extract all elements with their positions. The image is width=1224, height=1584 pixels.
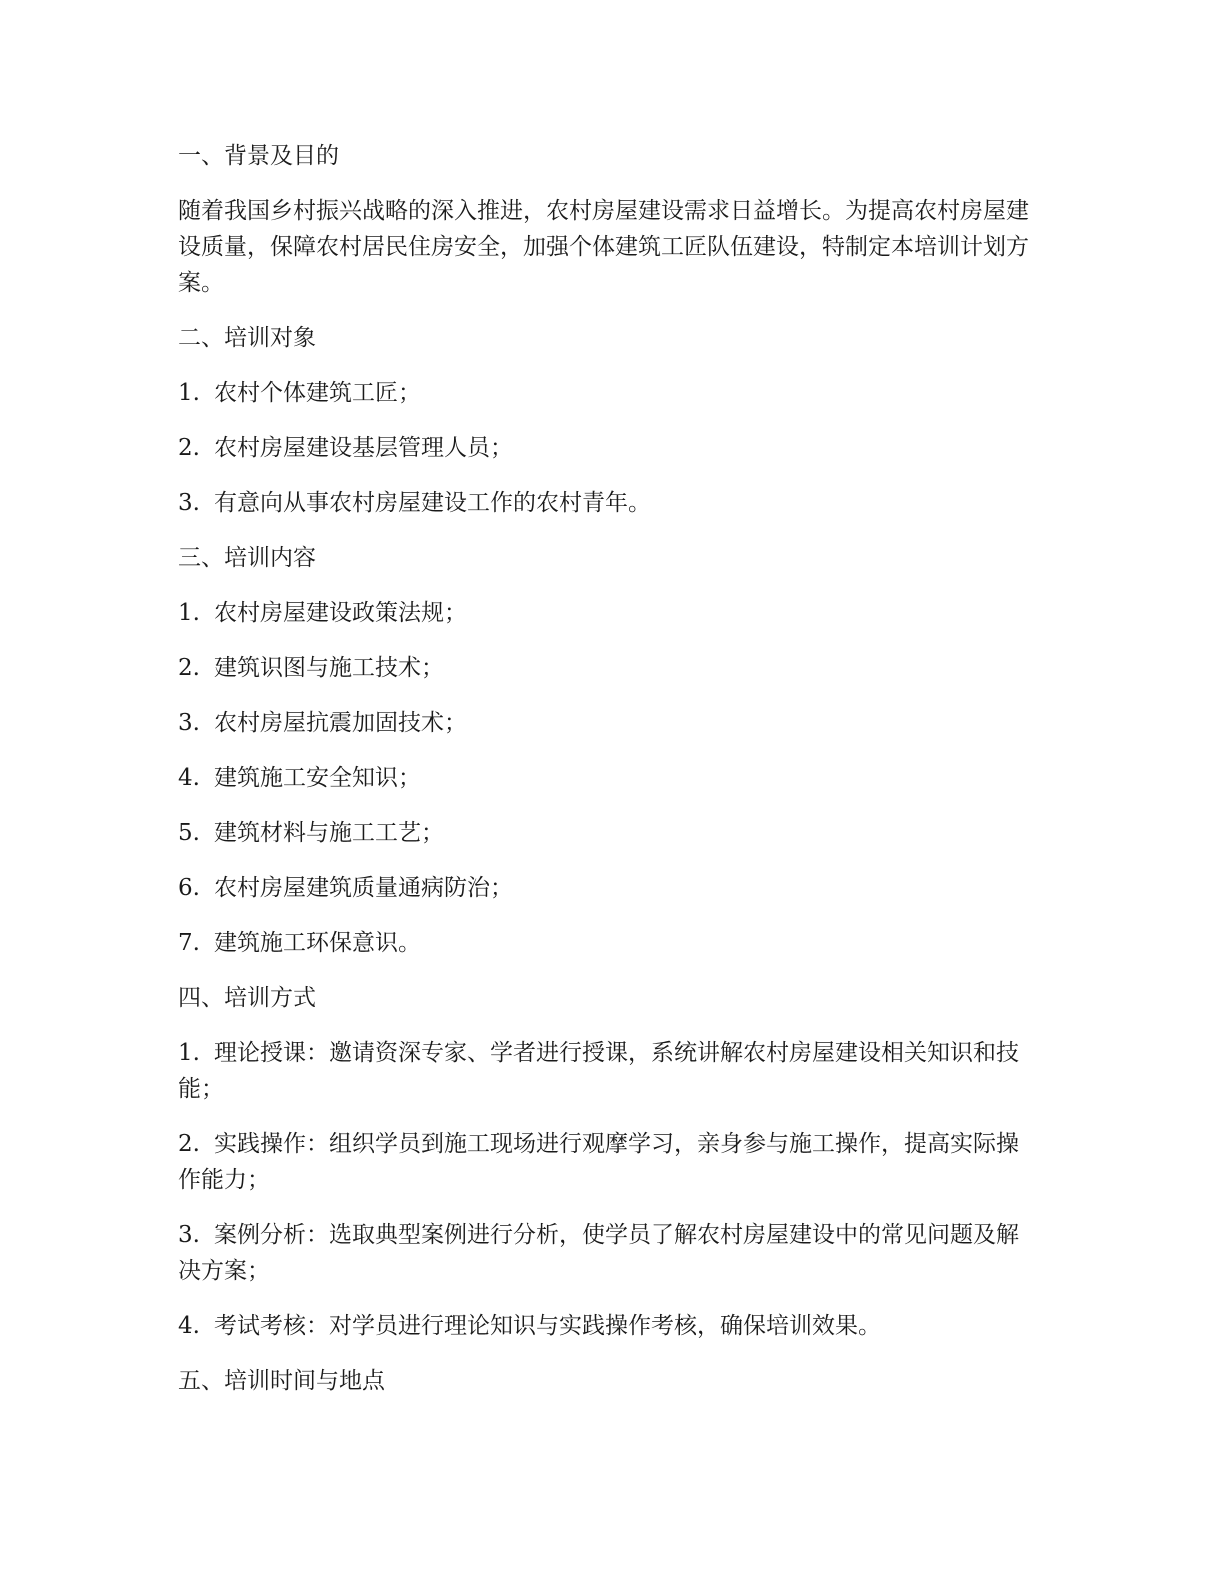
background-paragraph: 随着我国乡村振兴战略的深入推进，农村房屋建设需求日益增长。为提高农村房屋建设质量，保障农村居民住房安全，加强个体建筑工匠队伍建设，特制定本培训计划方案。 (178, 198, 1029, 296)
list-item: 1. 理论授课：邀请资深专家、学者进行授课，系统讲解农村房屋建设相关知识和技能； (178, 1040, 1019, 1102)
list-item: 4. 建筑施工安全知识； (178, 765, 421, 791)
list-item: 3. 农村房屋抗震加固技术； (178, 710, 467, 736)
list-item: 2. 实践操作：组织学员到施工现场进行观摩学习，亲身参与施工操作，提高实际操作能力； (178, 1131, 1019, 1193)
section-heading-time-location: 五、培训时间与地点 (178, 1368, 385, 1394)
list-item: 3. 有意向从事农村房屋建设工作的农村青年。 (178, 490, 651, 516)
section-heading-methods: 四、培训方式 (178, 985, 316, 1011)
section-heading-content: 三、培训内容 (178, 545, 316, 571)
list-item: 7. 建筑施工环保意识。 (178, 930, 421, 956)
list-item: 2. 农村房屋建设基层管理人员； (178, 435, 513, 461)
list-item: 6. 农村房屋建筑质量通病防治； (178, 875, 513, 901)
list-item: 1. 农村房屋建设政策法规； (178, 600, 467, 626)
list-item: 5. 建筑材料与施工工艺； (178, 820, 444, 846)
section-heading-targets: 二、培训对象 (178, 325, 316, 351)
list-item: 2. 建筑识图与施工技术； (178, 655, 444, 681)
list-item: 3. 案例分析：选取典型案例进行分析，使学员了解农村房屋建设中的常见问题及解决方案； (178, 1222, 1019, 1284)
section-heading-background: 一、背景及目的 (178, 143, 339, 169)
list-item: 1. 农村个体建筑工匠； (178, 380, 421, 406)
document-page (178, 138, 1040, 1399)
list-item: 4. 考试考核：对学员进行理论知识与实践操作考核，确保培训效果。 (178, 1313, 881, 1339)
